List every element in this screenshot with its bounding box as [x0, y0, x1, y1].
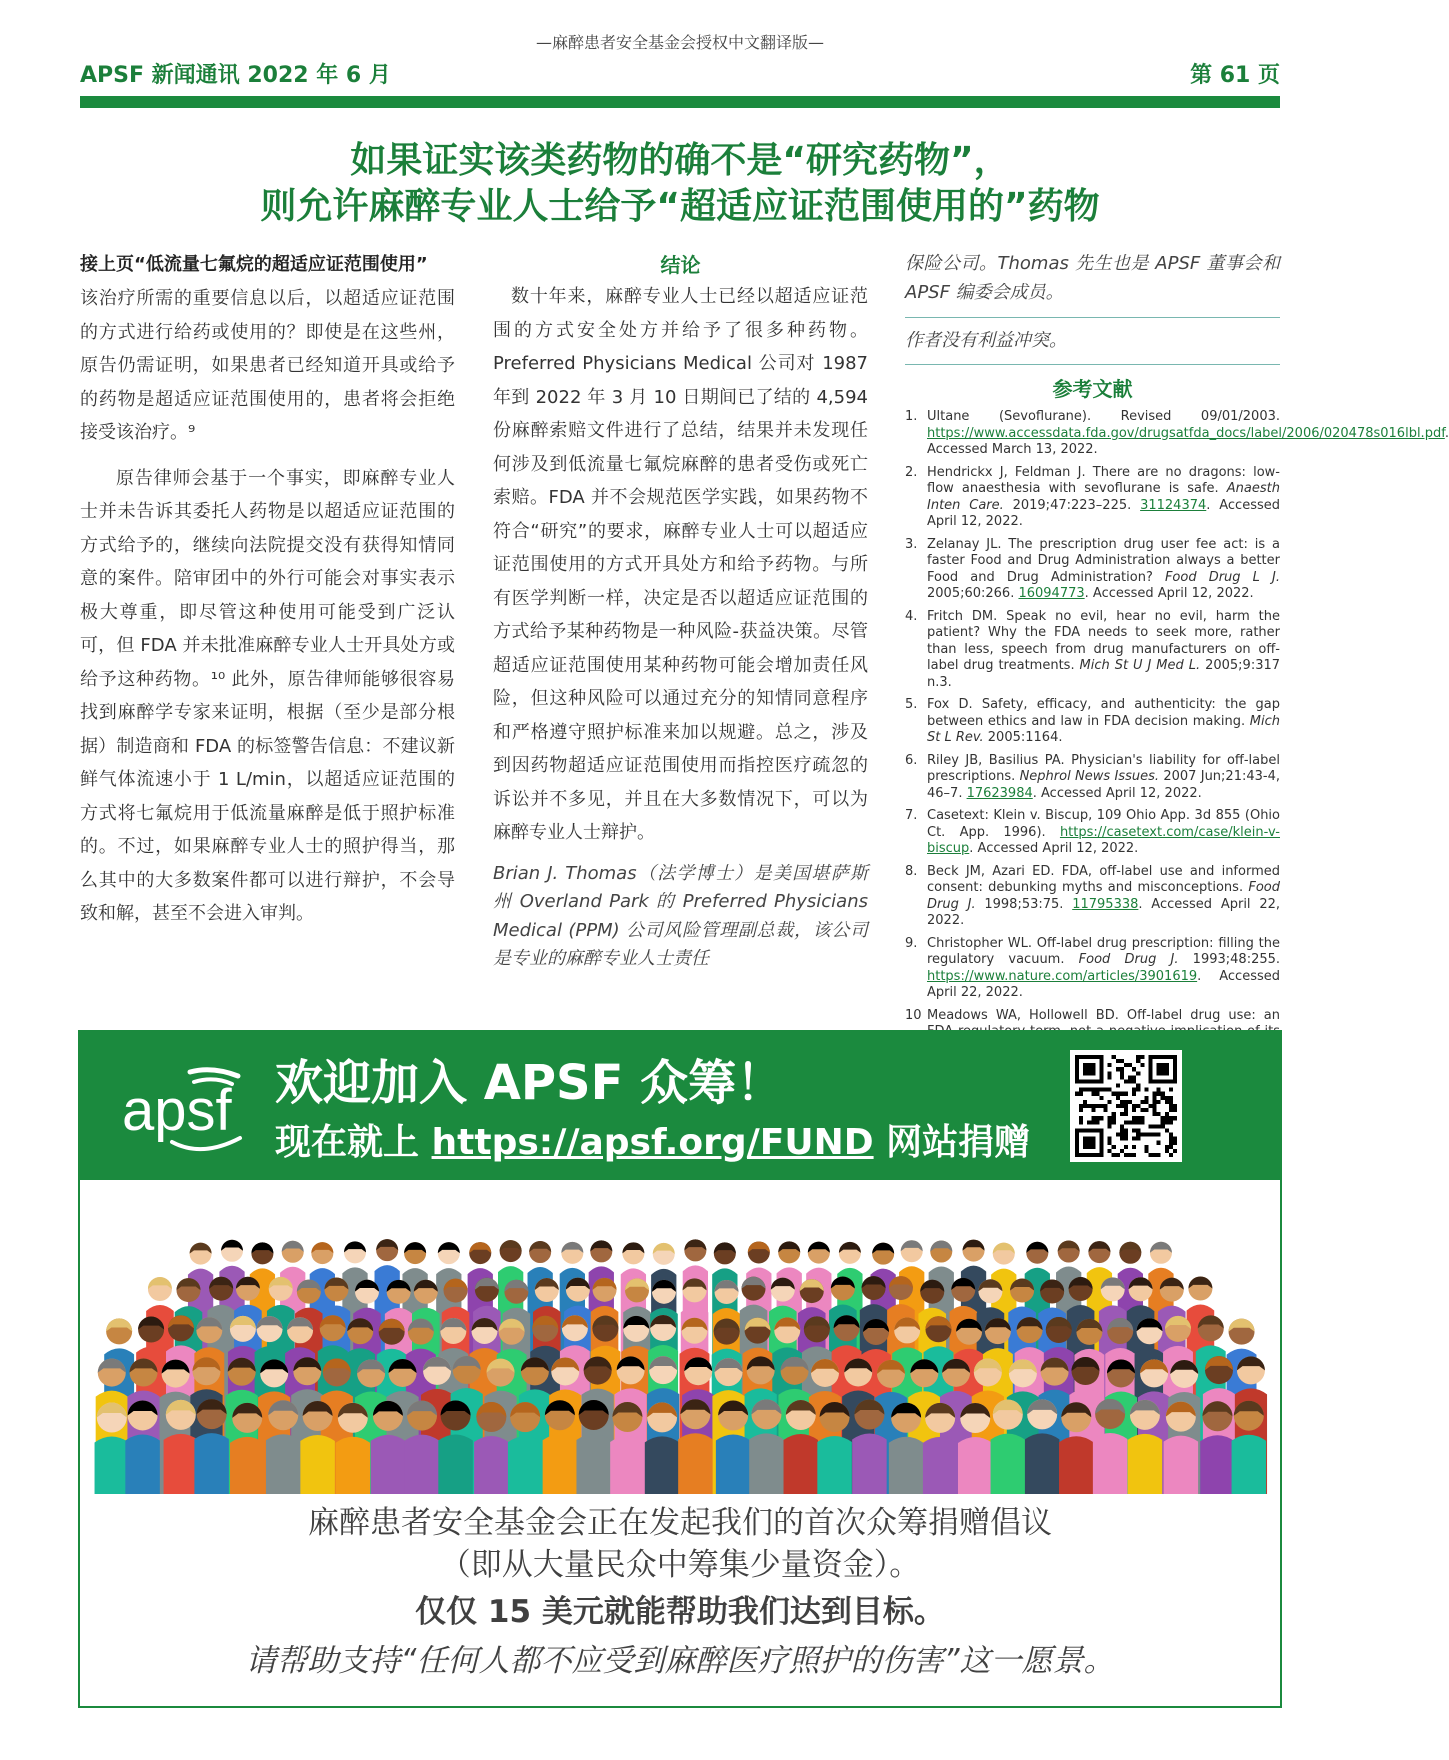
- ad-line-3: 仅仅 15 美元就能帮助我们达到目标。: [415, 1594, 945, 1630]
- divider: [905, 317, 1280, 318]
- reference-item: 3. Zelanay JL. The prescription drug user fee act: is a faster Food and Drug Administration always a better Food and Drug Administration? Food Drug L J. 2005;60:266. 16094773. Accessed April 12, 2022.: [905, 536, 1280, 601]
- translation-banner: —麻醉患者安全基金会授权中文翻译版—: [535, 33, 824, 52]
- reference-link[interactable]: https://www.nature.com/articles/3901619: [927, 968, 1198, 984]
- url-suffix: 网站捐赠: [873, 1122, 1031, 1163]
- reference-link[interactable]: 16094773: [1018, 586, 1085, 601]
- article-headline: [80, 138, 1280, 230]
- author-bio: Brian J. Thomas（法学博士）是美国堪萨斯州 Overland Park 的 Preferred Physicians Medical (PPM) 公司风险管理副总裁，该公司是专业的麻醉专业人士责任: [493, 862, 868, 969]
- ad-line-4: 请帮助支持“任何人都不应受到麻醉医疗照护的伤害”这一愿景。: [245, 1643, 1115, 1679]
- donate-link[interactable]: https://apsf.org/FUND: [431, 1122, 874, 1163]
- reference-item: 5. Fox D. Safety, efficacy, and authenticity: the gap between ethics and law in FDA decision making. Mich St L Rev. 2005:1164.: [905, 697, 1280, 745]
- reference-item: 2. Hendrickx J, Feldman J. There are no dragons: low-flow anaesthesia with sevoflurane is safe. Anaesth Inten Care. 2019;47:223–225. 31124374. Accessed April 12, 2022.: [905, 464, 1280, 529]
- headline-line2: 则允许麻醉专业人士给予“超适应证范围使用的”药物: [260, 186, 1100, 227]
- reference-number: 7.: [905, 808, 918, 823]
- reference-link[interactable]: 31124374: [1140, 497, 1207, 513]
- reference-link[interactable]: 11795338: [1072, 896, 1139, 912]
- column-3: [905, 250, 1449, 1096]
- qr-code-icon[interactable]: [1070, 1050, 1182, 1162]
- reference-number: 6.: [905, 752, 918, 768]
- ad-url-line: [275, 1120, 1030, 1166]
- reference-item: 9. Christopher WL. Off-label drug prescription: filling the regulatory vacuum. Food Drug J. 1993;48:255. https://www.nature.com/articles/3901619. Accessed April 22, 2022.: [905, 935, 1281, 1000]
- reference-number: 4.: [905, 608, 918, 624]
- ad-body: [80, 1502, 1280, 1684]
- crowdfund-ad[interactable]: [78, 1030, 1282, 1708]
- section-title-conclusion: 结论: [660, 253, 701, 277]
- column-2: [493, 250, 868, 974]
- author-bio-continued: 保险公司。Thomas 先生也是 APSF 董事会和 APSF 编委会成员。: [905, 253, 1280, 303]
- newsletter-title: APSF 新闻通讯 2022 年 6 月: [80, 63, 391, 88]
- url-prefix: 现在就上: [275, 1122, 432, 1163]
- reference-item: 7. Casetext: Klein v. Biscup, 109 Ohio App. 3d 855 (Ohio Ct. App. 1996). https://casetext.com/case/klein-v-biscup. Accessed April 12, 2022.: [905, 808, 1280, 856]
- reference-item: 10 Meadows WA, Hollowell BD. Off-label drug use: an: [905, 1008, 1280, 1091]
- paragraph: 数十年来，麻醉专业人士已经以超适应证范围的方式安全处方并给予了很多种药物。Preferred Physicians Medical 公司对 1987 年到 2022 年 3 月 10 日期间已了结的 4,594 份麻醉索赔文件进行了总结，结果并未发现任何涉及到低流量七氟烷麻醉的患者受伤或死亡索赔。FDA 并不会规范医学实践，如果药物不符合“研究”的要求，麻醉专业人士可以超适应证范围使用的方式开具处方和给予药物。与所有医学判断一样，决定是否以超适应证范围的方式给予某种药物是一种风险-获益决策。尽管超适应证范围使用某种药物可能会增加责任风险，但这种风险可以通过充分的知情同意程序和严格遵守照护标准来加以规避。总之，涉及到因药物超适应证范围使用而指控医疗疏忽的诉讼并不多见，并且在大多数情况下，可以为麻醉专业人士辩护。: [493, 286, 868, 843]
- headline-line1: 如果证实该类药物的确不是“研究药物”，: [350, 140, 1010, 181]
- column-1: [80, 250, 455, 931]
- reference-number: 9.: [905, 935, 918, 951]
- reference-number: 1.: [905, 409, 918, 424]
- reference-item: 1. Ultane (Sevoflurane). Revised 09/01/2003. https://www.accessdata.fda.gov/drugsatfda_docs/label/2006/020478s016lbl.pdf. Accessed March 13, 2022.: [905, 409, 1449, 457]
- header-rule: [80, 96, 1280, 108]
- conflict-of-interest: 作者没有利益冲突。: [905, 330, 1067, 351]
- reference-item: 8. Beck JM, Azari ED. FDA, off-label use and informed consent: debunking myths and misconceptions. Food Drug J. 1998;53:75. 11795338. Accessed April 22, 2022.: [905, 863, 1280, 928]
- reference-item: 6. Riley JB, Basilius PA. Physician's liability for off-label prescriptions. Nephrol News Issues. 2007 Jun;21:43-4, 46–7. 17623984. Accessed April 12, 2022.: [905, 752, 1280, 801]
- paragraph: 原告律师会基于一个事实，即麻醉专业人士并未告诉其委托人药物是以超适应证范围的方式给予的，继续向法院提交没有获得知情同意的案件。陪审团中的外行可能会对事实表示极大尊重，即尽管这种使用可能受到广泛认可，但 FDA 并未批准麻醉专业人士开具处方或给予这种药物。¹⁰ 此外，原告律师能够很容易找到麻醉学专家来证明，根据（至少是部分根据）制造商和 FDA 的标签警告信息：不建议新鲜气体流速小于 1 L/min，以超适应证范围的方式将七氟烷用于低流量麻醉是低于照护标准的。不过，如果麻醉专业人士的照护得当，那么其中的大多数案件都可以进行辩护，不会导致和解，甚至不会进入审判。: [80, 467, 455, 924]
- page-header: [80, 58, 1280, 88]
- reference-number: 2.: [905, 464, 918, 480]
- ad-line-1: 麻醉患者安全基金会正在发起我们的首次众筹捐赠倡议: [308, 1505, 1052, 1541]
- divider: [905, 364, 1280, 365]
- reference-number: 3.: [905, 536, 918, 552]
- reference-item: 4. Fritch DM. Speak no evil, hear no evil, harm the patient? Why the FDA needs to seek more, rather than less, speech from drug manufacturers on off-label drug treatments. Mich St U J Med L. 2005;9:317 n.3.: [905, 608, 1281, 690]
- crowd-illustration: [100, 1232, 1260, 1492]
- paragraph: 该治疗所需的重要信息以后，以超适应证范围的方式进行给药或使用的？即使是在这些州，原告仍需证明，如果患者已经知道开具或给予的药物是超适应证范围使用的，患者将会拒绝接受该治疗。⁹: [80, 288, 455, 443]
- ad-header: [80, 1032, 1280, 1180]
- reference-number: 5.: [905, 697, 918, 712]
- ad-title: 欢迎加入 APSF 众筹！: [275, 1055, 785, 1111]
- references-title: 参考文献: [1052, 377, 1133, 401]
- page-number: 第 61 页: [1190, 63, 1280, 88]
- reference-link[interactable]: https://casetext.com/case/klein-v-biscup: [927, 824, 1280, 856]
- logo-wordmark: apsf: [122, 1078, 232, 1143]
- reference-number: 10: [905, 1007, 922, 1023]
- apsf-logo: [120, 1066, 260, 1156]
- continued-from: 接上页“低流量七氟烷的超适应证范围使用”: [80, 254, 428, 275]
- reference-link[interactable]: 17623984: [966, 785, 1033, 801]
- reference-list: [905, 409, 1449, 1090]
- reference-link[interactable]: https://www.accessdata.fda.gov/drugsatfda_docs/label/2006/020478s016lbl.pdf: [927, 425, 1445, 441]
- reference-number: 8.: [905, 863, 918, 879]
- ad-line-2: （即从大量民众中筹集少量资金）。: [439, 1547, 921, 1583]
